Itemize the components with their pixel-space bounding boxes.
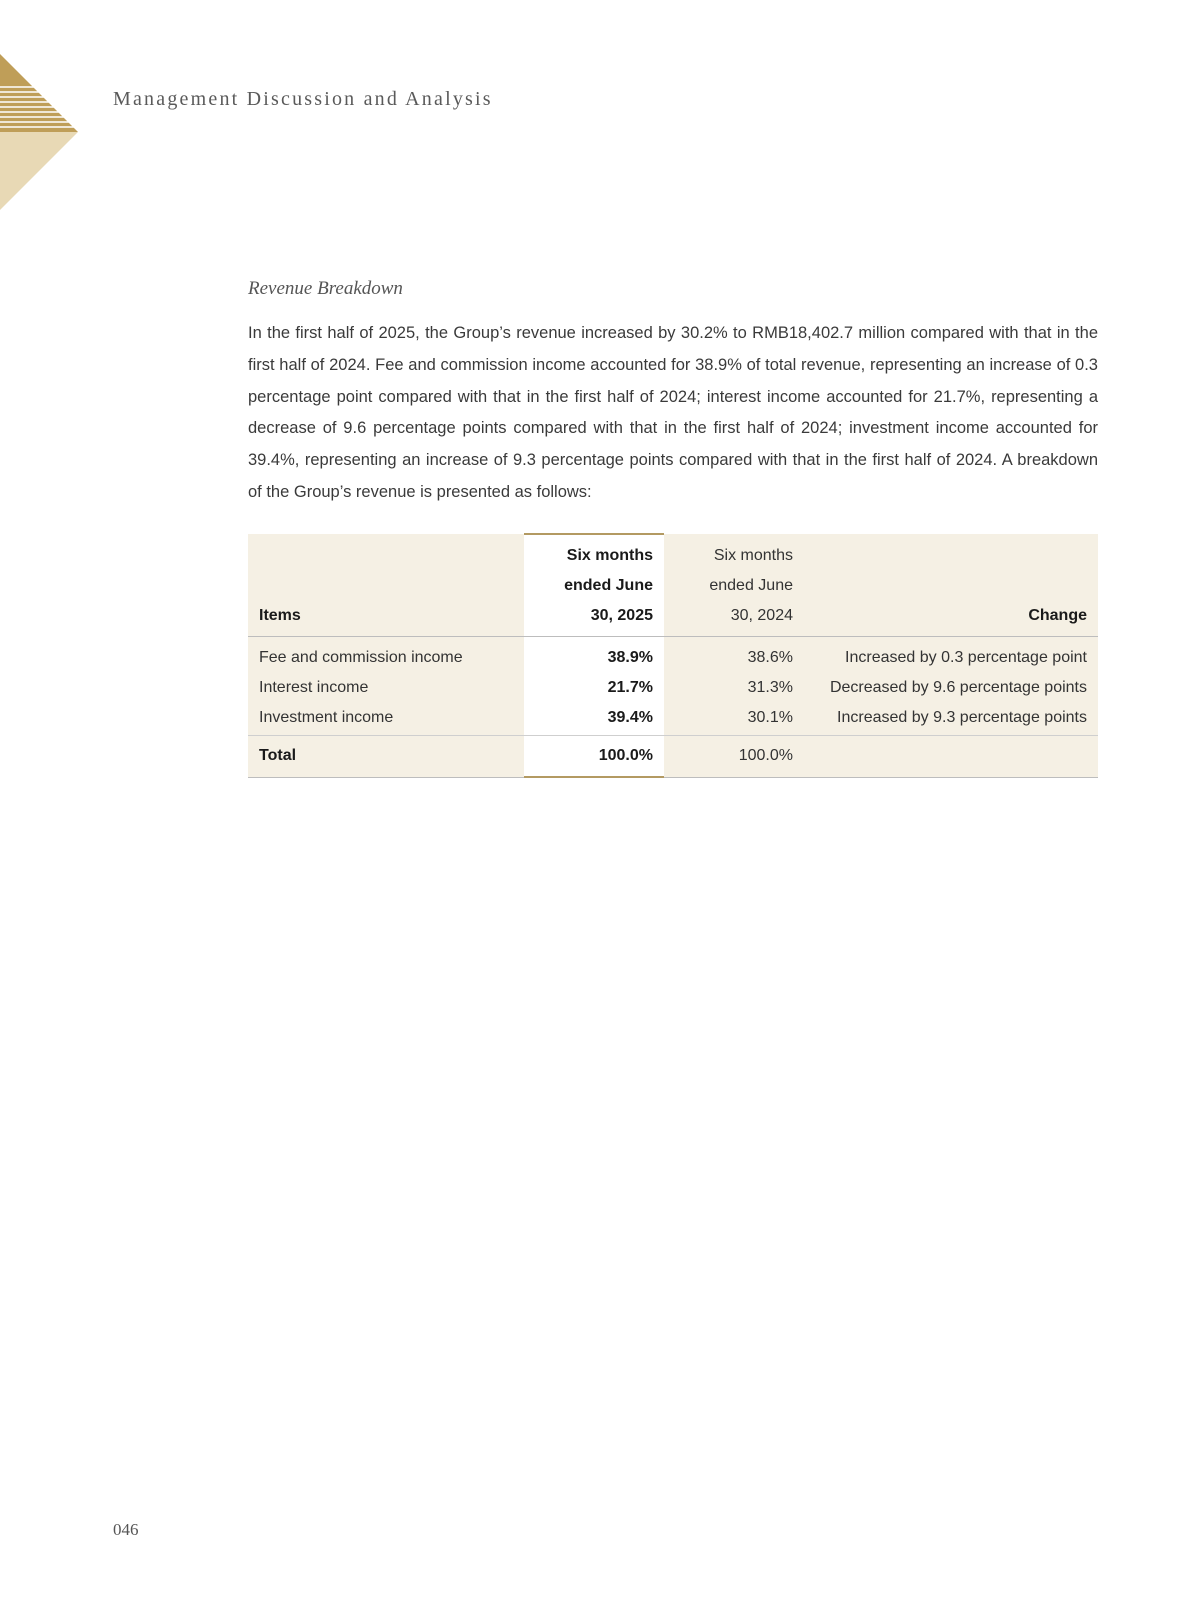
table-row xyxy=(248,673,1098,703)
page-number: 046 xyxy=(113,1520,139,1539)
header-prior-line: ended June xyxy=(709,577,793,594)
header-current-line: ended June xyxy=(564,577,653,594)
header-current-period xyxy=(524,534,664,637)
header-current-line: Six months xyxy=(566,547,653,564)
table-row xyxy=(248,637,1098,674)
row-prior: 31.3% xyxy=(664,673,804,703)
row-item: Investment income xyxy=(248,703,524,736)
total-prior: 100.0% xyxy=(664,736,804,778)
row-prior: 38.6% xyxy=(664,637,804,674)
section-title: Revenue Breakdown xyxy=(248,278,403,299)
table-total-row xyxy=(248,736,1098,778)
header-current-line: 30, 2025 xyxy=(590,607,653,624)
total-current: 100.0% xyxy=(524,736,664,778)
header-prior-line: Six months xyxy=(713,547,793,564)
header-change: Change xyxy=(804,534,1098,637)
table-header-row xyxy=(248,534,1098,637)
row-item: Fee and commission income xyxy=(248,637,524,674)
header-prior-line: 30, 2024 xyxy=(730,607,793,624)
table-row xyxy=(248,703,1098,736)
total-change xyxy=(804,736,1098,778)
header-items: Items xyxy=(248,534,524,637)
row-change: Increased by 0.3 percentage point xyxy=(804,637,1098,674)
header-title: Management Discussion and Analysis xyxy=(113,88,493,110)
row-current: 39.4% xyxy=(524,703,664,736)
row-prior: 30.1% xyxy=(664,703,804,736)
row-change: Decreased by 9.6 percentage points xyxy=(804,673,1098,703)
header-prior-period xyxy=(664,534,804,637)
revenue-breakdown-table xyxy=(248,533,1098,778)
row-change: Increased by 9.3 percentage points xyxy=(804,703,1098,736)
row-current: 38.9% xyxy=(524,637,664,674)
row-current: 21.7% xyxy=(524,673,664,703)
total-item: Total xyxy=(248,736,524,778)
row-item: Interest income xyxy=(248,673,524,703)
corner-decoration xyxy=(0,0,80,212)
body-paragraph: In the first half of 2025, the Group’s revenue increased by 30.2% to RMB18,402.7 million compared with that in the first half of 2024. Fee and commission income accounted for 38.9% of total revenue, representing an increase of 0.3 percentage point compared with that in the first half of 2024; interest income accounted for 21.7%, representing a decrease of 9.6 percentage points compared with that in the first half of 2024; investment income accounted for 39.4%, representing an increase of 9.3 percentage points compared with that in the first half of 2024. A breakdown of the Group’s revenue is presented as follows: xyxy=(248,324,1098,501)
